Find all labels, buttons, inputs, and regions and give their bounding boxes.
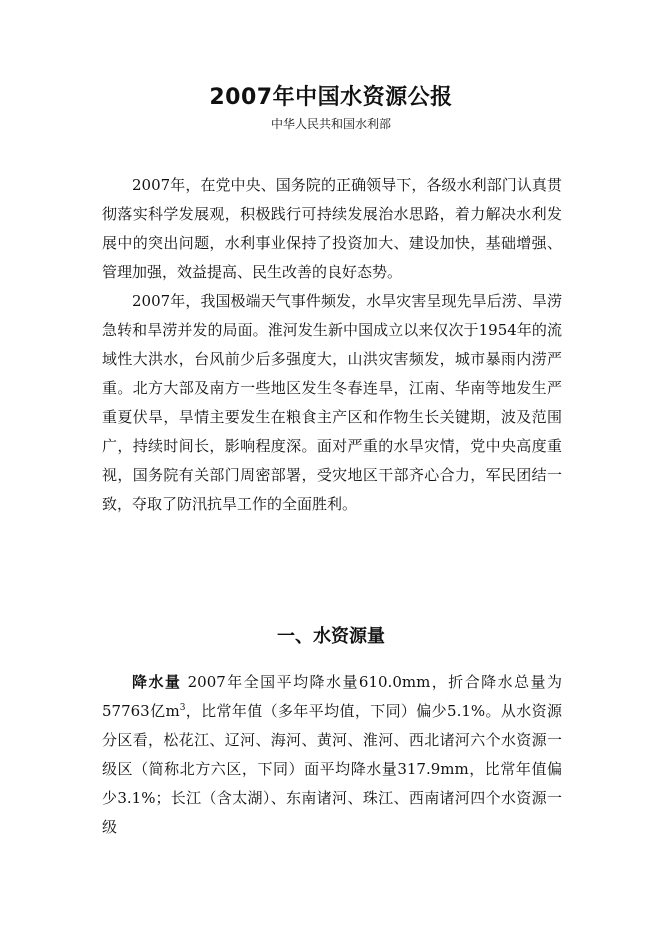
intro-paragraph-2: 2007年，我国极端天气事件频发，水旱灾害呈现先旱后涝、旱涝急转和旱涝并发的局面。淮河发生新中国成立以来仅次于1954年的流域性大洪水，台风前少后多强度大，山洪灾害频发，城市暴雨内涝严重。北方大部及南方一些地区发生冬春连旱，江南、华南等地发生严重夏伏旱，旱情主要发生在粮食主产区和作物生长关键期，波及范围广，持续时间长，影响程度深。面对严重的水旱灾情，党中央高度重视，国务院有关部门周密部署，受灾地区干部齐心合力，军民团结一致，夺取了防汛抗旱工作的全面胜利。 [102,292,562,513]
precipitation-text-a: 2007年全国平均降水量610.0mm，折合降水总量为57763亿m [102,673,562,720]
cubic-superscript: 3 [179,703,186,713]
intro-paragraph-1: 2007年，在党中央、国务院的正确领导下，各级水利部门认真贯彻落实科学发展观，积极践行可持续发展治水思路，着力解决水利发展中的突出问题，水利事业保持了投资加大、建设加快，基础增强、管理加强，效益提高、民生改善的良好态势。 [102,176,562,281]
document-subtitle: 中华人民共和国水利部 [270,117,391,131]
precipitation-term: 降水量 [132,673,182,691]
document-title: 2007年中国水资源公报 [209,85,453,110]
precipitation-text-b: ，比常年值（多年平均值，下同）偏少5.1%。从水资源分区看，松花江、辽河、海河、黄河、淮河、西北诸河六个水资源一级区（简称北方六区，下同）面平均降水量317.9mm，比常年值偏少3.1%；长江（含太湖）、东南诸河、珠江、西南诸河四个水资源一级 [102,702,562,836]
section-heading-water-resources: 一、水资源量 [277,626,385,647]
intro-section [102,171,562,519]
section1-body [102,668,562,842]
precipitation-paragraph [102,668,562,842]
